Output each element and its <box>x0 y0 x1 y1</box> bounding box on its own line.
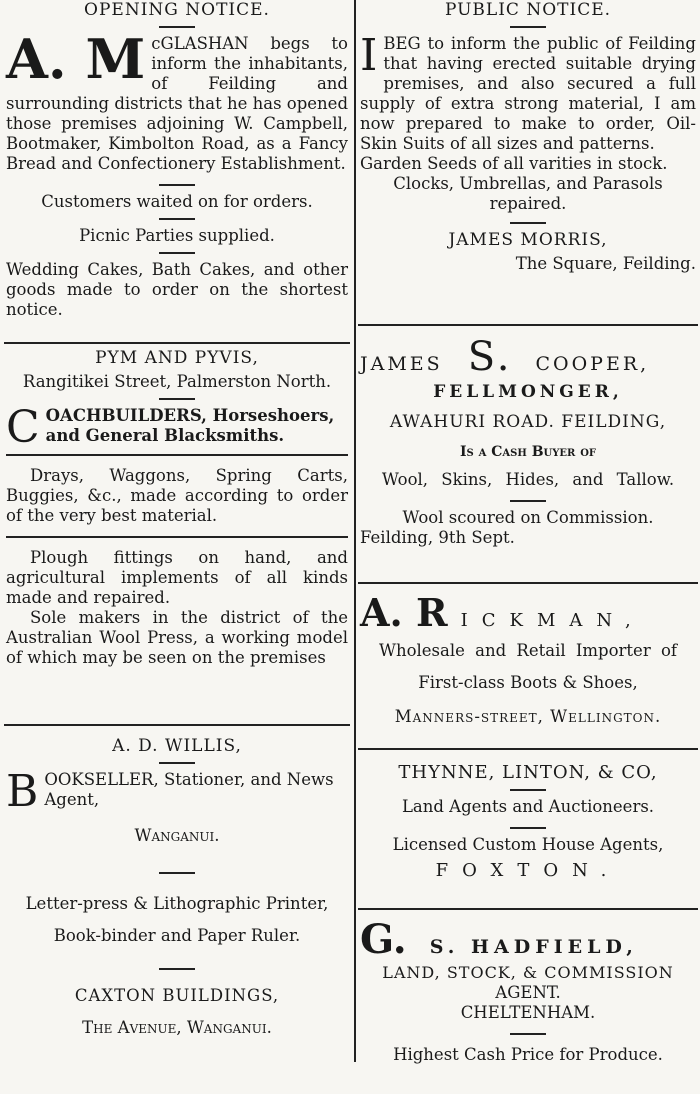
para: Sole makers in the district of the Australian Wool Press, a working model of which may be seen on the premises <box>6 608 348 667</box>
service: Book-binder and Paper Ruler. <box>53 926 301 945</box>
trade: Land Agents and Auctioneers. <box>401 797 655 816</box>
name-initial: A. R <box>360 590 448 635</box>
goods: Wool, Skins, Hides, and Tallow. <box>381 470 675 489</box>
trade: LAND, STOCK, & COMMISSION <box>382 963 674 982</box>
divider <box>6 454 348 456</box>
firm-name: THYNNE, LINTON, & CO, <box>398 762 658 783</box>
divider <box>159 398 195 400</box>
ad-intro <box>6 27 349 174</box>
divider <box>510 827 546 829</box>
date: Feilding, 9th Sept. <box>360 528 515 547</box>
ad-line: Customers waited on for orders. <box>41 192 313 211</box>
drop-initial: I <box>360 30 378 81</box>
ad-line: Wedding Cakes, Bath Cakes, and other goods made to order on the shortest notice. <box>6 260 348 319</box>
divider <box>510 789 546 791</box>
ad-mcglashan <box>4 0 350 344</box>
seeds: Garden Seeds of all varities in stock. <box>360 154 668 173</box>
town: Wanganui. <box>134 826 220 845</box>
customs: Licensed Custom House Agents, <box>392 835 664 854</box>
trade-text: OACHBUILDERS, Horseshoers, and General Blacksmiths. <box>45 406 335 445</box>
right-column <box>358 0 698 1062</box>
proprietor: JAMES MORRIS, <box>448 230 608 250</box>
scoured: Wool scoured on Commission. <box>402 508 654 527</box>
ad-thynne-linton <box>358 762 698 910</box>
ad-heading: PUBLIC NOTICE. <box>444 0 612 20</box>
name-initial: S. <box>467 334 513 380</box>
ad-hadfield <box>358 916 698 1094</box>
para: Drays, Waggons, Spring Carts, Buggies, &c., made according to order of the very best material. <box>6 466 348 525</box>
name-rest: ICKMAN, <box>460 610 645 631</box>
firm-name: PYM AND PYVIS, <box>95 348 259 368</box>
town: CHELTENHAM. <box>460 1003 596 1022</box>
drop-initial: A. M <box>6 27 146 91</box>
divider <box>159 184 195 186</box>
ad-heading: OPENING NOTICE. <box>84 0 270 20</box>
address: Manners-street, Wellington. <box>394 707 662 726</box>
bookseller-name: A. D. WILLIS, <box>112 736 242 756</box>
name-rest: S. HADFIELD, <box>429 936 638 958</box>
intro-text: cGLASHAN begs to inform the inhabitants, of Feilding and surrounding districts that he has opened those premises adjoining W. Campbell, Bootmaker, Kimbolton Road, as a Fancy Bread and Confectionery Establishment. <box>6 34 349 173</box>
trade: Wholesale and Retail Importer of <box>379 641 677 660</box>
divider <box>510 1033 546 1035</box>
firm-address: Rangitikei Street, Palmerston North. <box>22 372 332 391</box>
service: Letter-press & Lithographic Printer, <box>25 894 329 913</box>
divider <box>159 968 195 970</box>
name-part: JAMES <box>360 353 443 375</box>
divider <box>159 762 195 764</box>
divider <box>159 872 195 874</box>
goods: First-class Boots & Shoes, <box>418 673 638 692</box>
ad-rickman <box>358 590 698 750</box>
street: The Avenue, Wanganui. <box>82 1018 272 1037</box>
para: Plough fittings on hand, and agricultural implements of all kinds made and repaired. <box>6 548 348 607</box>
divider <box>6 536 348 538</box>
ad-line: Picnic Parties supplied. <box>79 226 275 245</box>
name-line <box>360 590 696 635</box>
name-line <box>360 916 696 963</box>
ad-cooper <box>358 334 698 584</box>
divider <box>159 218 195 220</box>
agent: AGENT. <box>495 983 561 1002</box>
clocks: Clocks, Umbrellas, and Parasols repaired. <box>393 174 663 213</box>
column-rule <box>354 0 356 1062</box>
drop-initial: C <box>6 402 40 453</box>
ad-body <box>360 30 696 154</box>
price: Highest Cash Price for Produce. <box>393 1045 663 1064</box>
buyer: Is a Cash Buyer of <box>459 444 597 460</box>
name-line <box>360 334 696 380</box>
trade-text: OOKSELLER, Stationer, and News Agent, <box>44 770 334 809</box>
drop-initial: B <box>6 766 39 817</box>
ad-willis <box>4 736 350 1076</box>
divider <box>510 500 546 502</box>
ad-morris <box>358 0 698 326</box>
address: The Square, Feilding. <box>515 254 696 273</box>
body-text: BEG to inform the public of Feilding that having erected suitable drying premises, and also secured a full supply of extra strong material, I am now prepared to make to order, Oil-Skin Suits of all sizes and patterns. <box>360 34 696 153</box>
road: AWAHURI ROAD. FEILDING, <box>389 412 667 432</box>
name-part: COOPER, <box>535 353 650 375</box>
divider <box>159 26 195 28</box>
left-column <box>4 0 350 1062</box>
divider <box>159 252 195 254</box>
town: FOXTON. <box>435 860 621 881</box>
trade: FELLMONGER, <box>433 382 623 402</box>
divider <box>510 222 546 224</box>
divider <box>510 26 546 28</box>
name-initial: G. <box>360 916 407 963</box>
building: CAXTON BUILDINGS, <box>74 986 280 1005</box>
trade-line <box>6 766 348 817</box>
ad-pym-and-pyvis <box>4 348 350 726</box>
trade-line <box>6 402 348 453</box>
